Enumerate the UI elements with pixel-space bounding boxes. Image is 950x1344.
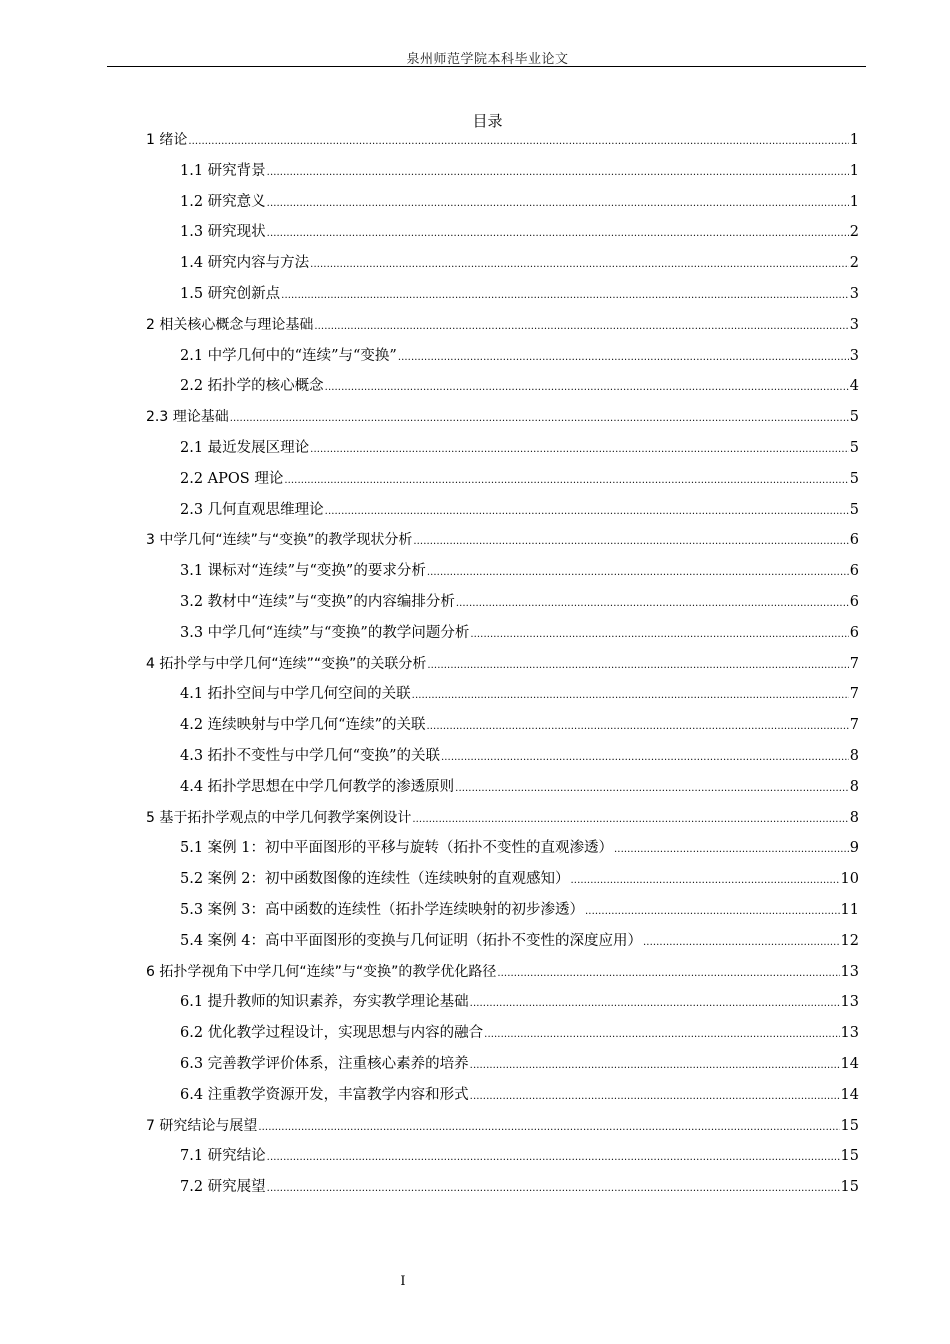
toc-section-entry[interactable] [180, 684, 859, 704]
toc-dot-leader [427, 563, 849, 583]
toc-entry-label: 7.1 研究结论 [180, 1148, 266, 1165]
toc-section-entry[interactable] [180, 192, 859, 212]
toc-entry-label: 7 研究结论与展望 [146, 1117, 258, 1134]
toc-entry-page: 13 [840, 1025, 859, 1042]
toc-dot-leader [267, 163, 849, 183]
toc-dot-leader [284, 471, 848, 491]
toc-dot-leader [314, 317, 848, 337]
toc-entry-label: 1.3 研究现状 [180, 224, 266, 241]
toc-entry-label: 6.3 完善教学评价体系，注重核心素养的培养 [180, 1056, 469, 1072]
toc-entry-label: 5.3 案例 3：高中函数的连续性（拓扑学连续映射的初步渗透） [180, 902, 585, 918]
toc-chapter-entry[interactable] [146, 407, 859, 427]
toc-section-entry[interactable] [180, 900, 859, 920]
toc-entry-label: 2.3 几何直观思维理论 [180, 501, 324, 518]
toc-entry-label: 4.1 拓扑空间与中学几何空间的关联 [180, 686, 411, 703]
toc-entry-page: 15 [840, 1117, 859, 1134]
toc-section-entry[interactable] [180, 715, 859, 735]
toc-entry-page: 13 [840, 994, 859, 1011]
toc-entry-page: 6 [849, 532, 859, 549]
toc-section-entry[interactable] [180, 1023, 859, 1043]
header-divider [107, 66, 866, 67]
toc-section-entry[interactable] [180, 438, 859, 458]
toc-entry-page: 3 [849, 347, 859, 364]
toc-entry-page: 8 [849, 778, 859, 795]
toc-dot-leader [412, 810, 848, 830]
toc-dot-leader [310, 440, 849, 460]
toc-entry-page: 5 [849, 470, 859, 487]
toc-section-entry[interactable] [180, 1054, 859, 1074]
toc-dot-leader [230, 409, 849, 429]
toc-entry-page: 13 [840, 963, 859, 980]
toc-entry-page: 7 [849, 717, 859, 734]
toc-section-entry[interactable] [180, 1177, 859, 1197]
toc-entry-label: 2.1 中学几何中的“连续”与“变换” [180, 347, 397, 364]
toc-dot-leader [258, 1118, 839, 1138]
toc-entry-page: 6 [849, 563, 859, 580]
toc-chapter-entry[interactable] [146, 315, 859, 335]
toc-section-entry[interactable] [180, 284, 859, 304]
toc-entry-label: 7.2 研究展望 [180, 1179, 266, 1196]
toc-dot-leader [188, 132, 848, 152]
toc-dot-leader [484, 1025, 839, 1045]
toc-dot-leader [643, 933, 840, 953]
toc-entry-label: 3.3 中学几何“连续”与“变换”的教学问题分析 [180, 624, 470, 641]
toc-entry-page: 3 [849, 286, 859, 302]
toc-entry-label: 5 基于拓扑学观点的中学几何教学案例设计 [146, 809, 412, 826]
toc-entry-label: 1.5 研究创新点 [180, 286, 281, 302]
toc-dot-leader [398, 348, 849, 368]
toc-entry-label: 6.1 提升教师的知识素养，夯实教学理论基础 [180, 994, 469, 1011]
toc-chapter-entry[interactable] [146, 530, 859, 550]
toc-dot-leader [325, 378, 849, 398]
toc-entry-label: 2.2 APOS 理论 [180, 470, 284, 487]
toc-dot-leader [585, 902, 840, 922]
toc-entry-page: 8 [849, 809, 859, 826]
toc-chapter-entry[interactable] [146, 654, 859, 674]
toc-entry-label: 3.1 课标对“连续”与“变换”的要求分析 [180, 563, 426, 580]
toc-section-entry[interactable] [180, 777, 859, 797]
toc-section-entry[interactable] [180, 623, 859, 643]
toc-section-entry[interactable] [180, 1085, 859, 1105]
toc-section-entry[interactable] [180, 500, 859, 520]
toc-entry-label: 2 相关核心概念与理论基础 [146, 316, 314, 333]
toc-section-entry[interactable] [180, 869, 859, 889]
toc-entry-label: 2.1 最近发展区理论 [180, 440, 310, 456]
toc-section-entry[interactable] [180, 592, 859, 612]
toc-entry-page: 6 [849, 594, 859, 610]
toc-section-entry[interactable] [180, 561, 859, 581]
toc-section-entry[interactable] [180, 346, 859, 366]
toc-entry-page: 15 [840, 1148, 859, 1165]
toc-entry-page: 5 [849, 409, 859, 426]
toc-dot-leader [614, 840, 849, 860]
toc-dot-leader [281, 286, 849, 306]
toc-dot-leader [267, 1148, 840, 1168]
toc-section-entry[interactable] [180, 1146, 859, 1166]
toc-dot-leader [310, 255, 849, 275]
toc-entry-page: 7 [849, 655, 859, 672]
toc-entry-label: 1.2 研究意义 [180, 193, 266, 210]
toc-entry-label: 3 中学几何“连续”与“变换”的教学现状分析 [146, 532, 413, 549]
toc-entry-page: 4 [849, 378, 859, 395]
toc-entry-page: 11 [840, 902, 859, 918]
toc-section-entry[interactable] [180, 253, 859, 273]
toc-title: 目录 [472, 112, 503, 130]
toc-dot-leader [470, 1087, 840, 1107]
toc-section-entry[interactable] [180, 469, 859, 489]
toc-entry-label: 1 绪论 [146, 132, 188, 148]
toc-entry-label: 4 拓扑学与中学几何“连续”“变换”的关联分析 [146, 655, 427, 672]
toc-dot-leader [325, 502, 849, 522]
toc-entry-page: 5 [849, 501, 859, 518]
toc-entry-page: 10 [840, 871, 859, 888]
header-title: 泉州师范学院本科毕业论文 [406, 52, 569, 67]
toc-dot-leader [441, 748, 849, 768]
toc-entry-label: 4.3 拓扑不变性与中学几何“变换”的关联 [180, 748, 440, 764]
toc-entry-page: 2 [849, 255, 859, 272]
toc-entry-page: 14 [840, 1086, 859, 1103]
toc-entry-label: 6 拓扑学视角下中学几何“连续”与“变换”的教学优化路径 [146, 963, 497, 980]
toc-dot-leader [267, 1179, 840, 1199]
toc-dot-leader [427, 656, 848, 676]
toc-dot-leader [267, 224, 849, 244]
toc-section-entry[interactable] [180, 838, 859, 858]
toc-entry-page: 8 [849, 748, 859, 764]
toc-section-entry[interactable] [180, 222, 859, 242]
toc-entry-label: 6.4 注重教学资源开发，丰富教学内容和形式 [180, 1086, 469, 1103]
toc-entry-page: 1 [849, 193, 859, 210]
toc-section-entry[interactable] [180, 746, 859, 766]
toc-entry-label: 5.1 案例 1：初中平面图形的平移与旋转（拓扑不变性的直观渗透） [180, 840, 614, 857]
toc-chapter-entry[interactable] [146, 808, 859, 828]
toc-section-entry[interactable] [180, 992, 859, 1012]
toc-chapter-entry[interactable] [146, 1116, 859, 1136]
toc-entry-label: 5.2 案例 2：初中函数图像的连续性（连续映射的直观感知） [180, 871, 570, 888]
toc-section-entry[interactable] [180, 931, 859, 951]
toc-entry-label: 5.4 案例 4：高中平面图形的变换与几何证明（拓扑不变性的深度应用） [180, 932, 643, 949]
toc-entry-page: 9 [849, 840, 859, 857]
footer-page-number: I [400, 1274, 406, 1289]
toc-dot-leader [470, 625, 848, 645]
toc-entry-page: 1 [849, 132, 859, 148]
toc-section-entry[interactable] [180, 376, 859, 396]
toc-entry-label: 1.1 研究背景 [180, 162, 266, 179]
toc-dot-leader [571, 871, 840, 891]
toc-entry-label: 4.4 拓扑学思想在中学几何教学的渗透原则 [180, 778, 455, 795]
toc-entry-page: 14 [840, 1056, 859, 1072]
toc-entry-label: 6.2 优化教学过程设计，实现思想与内容的融合 [180, 1025, 484, 1042]
toc-chapter-entry[interactable] [146, 962, 859, 982]
toc-dot-leader [497, 964, 839, 984]
toc-dot-leader [267, 194, 849, 214]
toc-entry-page: 5 [849, 440, 859, 456]
toc-dot-leader [427, 717, 849, 737]
toc-entry-page: 7 [849, 686, 859, 703]
toc-entry-label: 1.4 研究内容与方法 [180, 255, 310, 272]
toc-entry-page: 3 [849, 316, 859, 333]
toc-entry-page: 6 [849, 624, 859, 641]
toc-entry-label: 2.3 理论基础 [146, 409, 229, 426]
toc-entry-page: 1 [849, 162, 859, 179]
toc-section-entry[interactable] [180, 161, 859, 181]
toc-entry-label: 2.2 拓扑学的核心概念 [180, 378, 324, 395]
toc-dot-leader [456, 594, 849, 614]
toc-chapter-entry[interactable] [146, 130, 859, 150]
toc-dot-leader [413, 532, 848, 552]
toc-dot-leader [455, 779, 849, 799]
toc-entry-page: 15 [840, 1179, 859, 1196]
toc-entry-label: 3.2 教材中“连续”与“变换”的内容编排分析 [180, 594, 455, 610]
toc-entry-page: 2 [849, 224, 859, 241]
toc-entry-page: 12 [840, 932, 859, 949]
toc-dot-leader [470, 994, 840, 1014]
toc-entry-label: 4.2 连续映射与中学几何“连续”的关联 [180, 717, 426, 734]
toc-dot-leader [470, 1056, 840, 1076]
toc-dot-leader [412, 686, 849, 706]
